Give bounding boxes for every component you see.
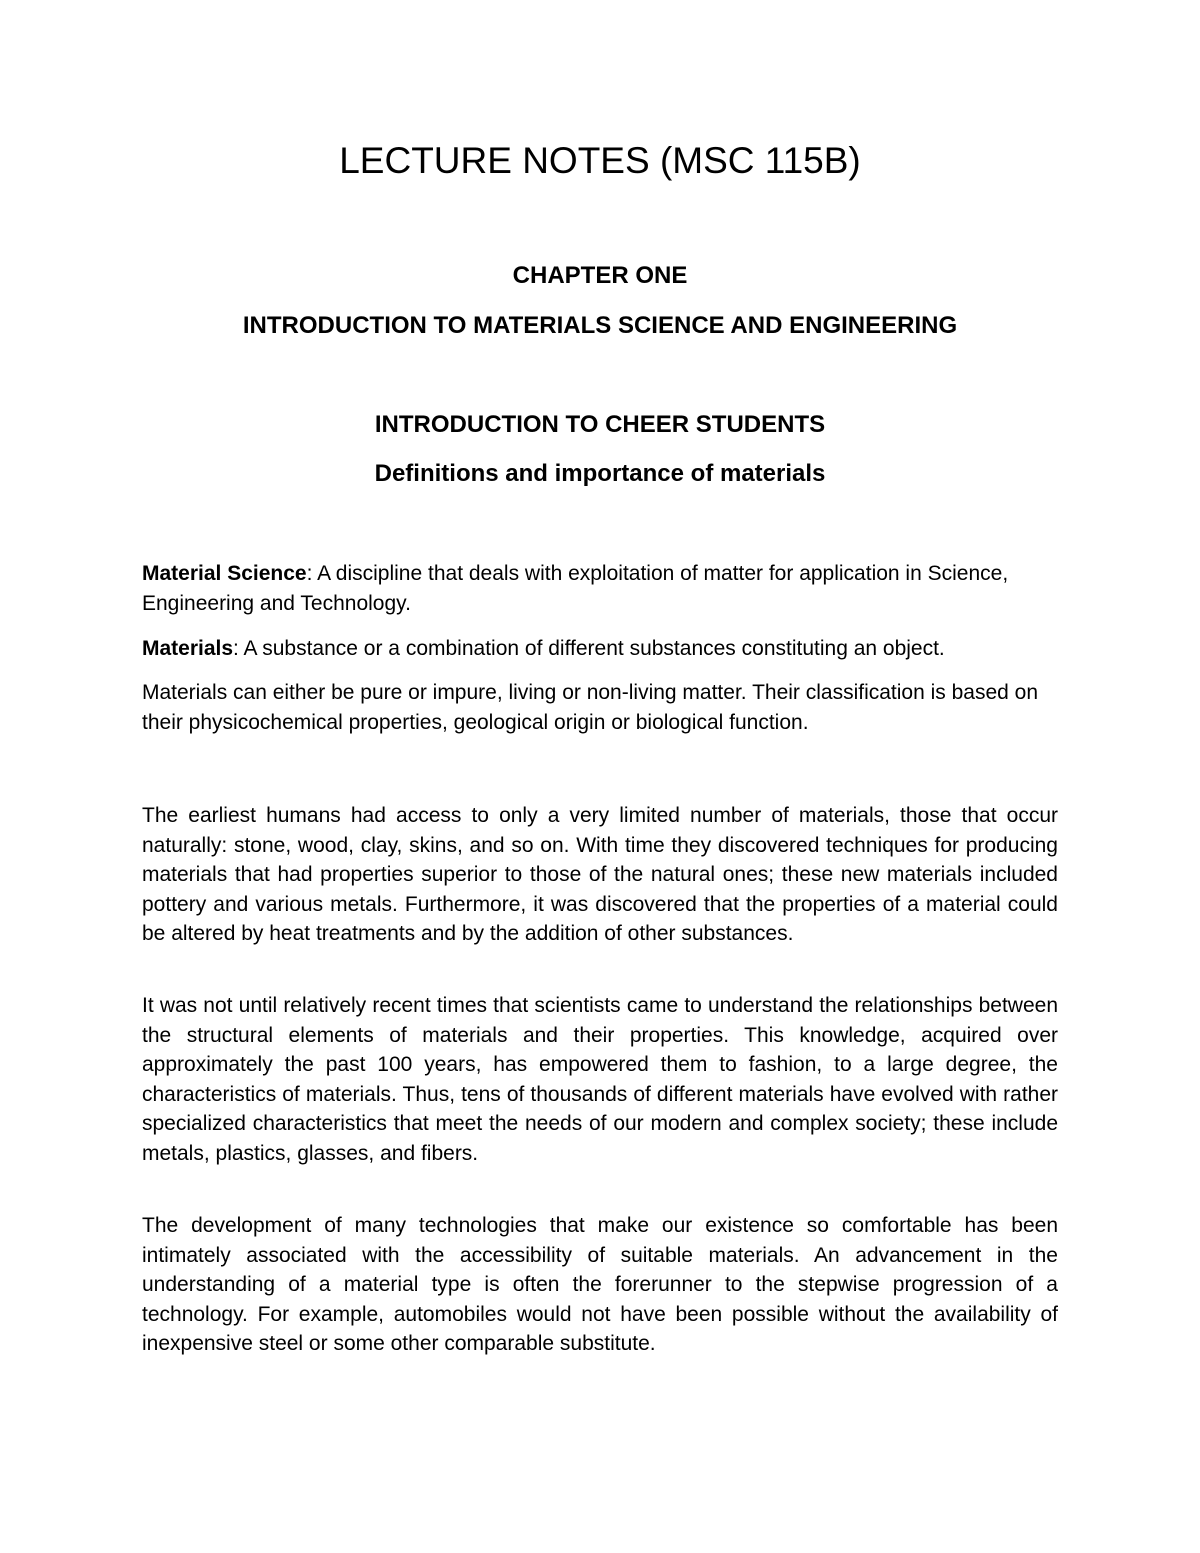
definition-term: Materials [142, 637, 234, 660]
paragraph-earliest-humans: The earliest humans had access to only a very limited number of materials, those that occur naturally: stone, wood, clay, skins, and so on. With time they discovered techniques for producing materials that had properties superior to those of the natural ones; these new materials included pottery and various metals. Furthermore, it was discovered that the properties of a material could be altered by heat treatments and by the addition of other substances. [142, 804, 1058, 945]
document-title: LECTURE NOTES (MSC 115B) [339, 140, 861, 181]
definition-material-science [142, 559, 1058, 618]
classification-paragraph: Materials can either be pure or impure, living or non-living matter. Their classification is based on their physicochemical properties, geological origin or biological function. [142, 681, 1039, 734]
definition-text: : A discipline that deals with exploitation of matter for application in Science, Engineering and Technology. [142, 562, 1009, 615]
chapter-number: CHAPTER ONE [512, 262, 688, 289]
paragraph-recent-times: It was not until relatively recent times that scientists came to understand the relationships between the structural elements of materials and their properties. This knowledge, acquired over approximately the past 100 years, has empowered them to fashion, to a large degree, the characteristics of materials. Thus, tens of thousands of different materials have evolved with rather specialized characteristics that meet the needs of our modern and complex society; these include metals, plastics, glasses, and fibers. [142, 994, 1058, 1165]
definition-term: Material Science [142, 562, 307, 585]
section-heading: INTRODUCTION TO CHEER STUDENTS [374, 411, 826, 438]
paragraph-technology-development: The development of many technologies that make our existence so comfortable has been intimately associated with the accessibility of suitable materials. An advancement in the understanding of a material type is often the forerunner to the stepwise progression of a technology. For example, automobiles would not have been possible without the availability of inexpensive steel or some other comparable substitute. [142, 1214, 1058, 1355]
chapter-title: INTRODUCTION TO MATERIALS SCIENCE AND ENGINEERING [242, 312, 958, 339]
subsection-heading: Definitions and importance of materials [374, 460, 826, 487]
definition-text: : A substance or a combination of different substances constituting an object. [233, 637, 945, 660]
definition-materials [142, 634, 1058, 664]
